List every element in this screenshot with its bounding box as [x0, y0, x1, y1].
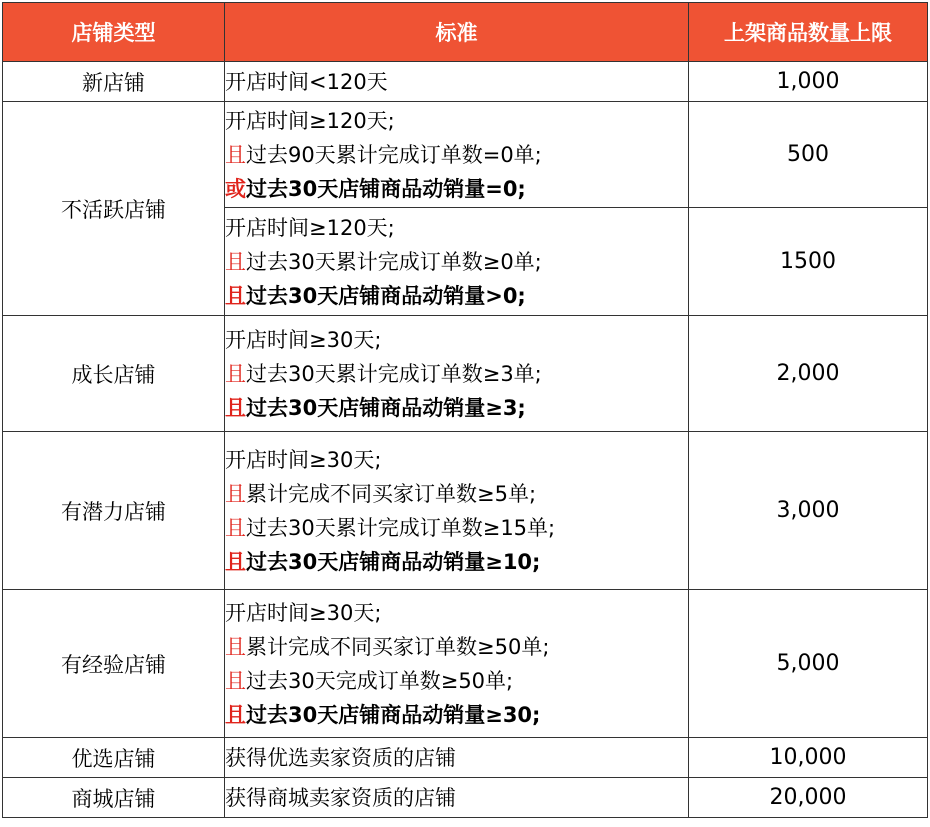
conjunction-label: 且 [225, 549, 246, 574]
criteria-text: 累计完成不同买家订单数≥50单; [246, 634, 550, 659]
criteria-line [225, 664, 688, 698]
criteria-text: 过去30天完成订单数≥50单; [246, 668, 514, 693]
conjunction-label: 且 [225, 481, 246, 506]
limit-cell: 1,000 [689, 62, 928, 102]
criteria-line [225, 391, 688, 425]
criteria-line: 获得商城卖家资质的店铺 [225, 785, 456, 810]
limit-cell: 10,000 [689, 738, 928, 778]
criteria-text: 过去30天店铺商品动销量≥3; [246, 395, 526, 420]
conjunction-label: 且 [225, 702, 246, 727]
conjunction-label: 且 [225, 283, 246, 308]
table-row [3, 778, 928, 818]
criteria-line: 开店时间≥30天; [225, 447, 382, 472]
limit-cell: 1500 [689, 208, 928, 316]
conjunction-label: 且 [225, 142, 246, 167]
criteria-cell [225, 432, 689, 590]
conjunction-label: 且 [225, 361, 246, 386]
criteria-line [225, 630, 688, 664]
criteria-text: 过去30天店铺商品动销量≥10; [246, 549, 541, 574]
criteria-line [225, 172, 688, 206]
criteria-line: 开店时间<120天 [225, 69, 388, 94]
limit-cell: 500 [689, 102, 928, 208]
store-type-cell: 新店铺 [3, 62, 225, 102]
store-type-cell: 不活跃店铺 [3, 102, 225, 316]
criteria-line: 开店时间≥30天; [225, 327, 382, 352]
criteria-text: 累计完成不同买家订单数≥5单; [246, 481, 537, 506]
conjunction-label: 且 [225, 634, 246, 659]
header-listing-limit: 上架商品数量上限 [689, 3, 928, 62]
table-row [3, 102, 928, 208]
store-type-table [2, 2, 928, 818]
criteria-line: 开店时间≥120天; [225, 215, 395, 240]
conjunction-label: 且 [225, 249, 246, 274]
criteria-text: 过去30天店铺商品动销量≥30; [246, 702, 541, 727]
criteria-text: 过去30天店铺商品动销量>0; [246, 283, 526, 308]
conjunction-label: 且 [225, 395, 246, 420]
store-type-cell: 商城店铺 [3, 778, 225, 818]
store-type-cell: 有潜力店铺 [3, 432, 225, 590]
criteria-cell [225, 208, 689, 316]
criteria-line [225, 279, 688, 313]
criteria-line: 开店时间≥120天; [225, 108, 395, 133]
limit-cell: 20,000 [689, 778, 928, 818]
criteria-text: 过去30天店铺商品动销量=0; [246, 176, 526, 201]
limit-cell: 2,000 [689, 316, 928, 432]
criteria-cell [225, 62, 689, 102]
criteria-cell [225, 316, 689, 432]
conjunction-label: 且 [225, 515, 246, 540]
table-row [3, 62, 928, 102]
criteria-line [225, 245, 688, 279]
table-row [3, 432, 928, 590]
criteria-cell [225, 738, 689, 778]
criteria-text: 过去30天累计完成订单数≥15单; [246, 515, 556, 540]
criteria-line [225, 545, 688, 579]
criteria-line [225, 357, 688, 391]
criteria-line: 开店时间≥30天; [225, 600, 382, 625]
table-row [3, 590, 928, 738]
store-type-cell: 优选店铺 [3, 738, 225, 778]
table-row [3, 738, 928, 778]
criteria-line [225, 698, 688, 732]
criteria-line [225, 477, 688, 511]
header-criteria: 标准 [225, 3, 689, 62]
limit-cell: 5,000 [689, 590, 928, 738]
table-row [3, 316, 928, 432]
conjunction-label: 且 [225, 668, 246, 693]
criteria-text: 过去30天累计完成订单数≥3单; [246, 361, 542, 386]
store-type-cell: 成长店铺 [3, 316, 225, 432]
limit-cell: 3,000 [689, 432, 928, 590]
criteria-line [225, 138, 688, 172]
criteria-cell [225, 778, 689, 818]
criteria-text: 过去90天累计完成订单数=0单; [246, 142, 542, 167]
criteria-cell [225, 590, 689, 738]
header-store-type: 店铺类型 [3, 3, 225, 62]
criteria-text: 过去30天累计完成订单数≥0单; [246, 249, 542, 274]
header-row [3, 3, 928, 62]
criteria-line [225, 511, 688, 545]
criteria-cell [225, 102, 689, 208]
conjunction-label: 或 [225, 176, 246, 201]
store-type-cell: 有经验店铺 [3, 590, 225, 738]
criteria-line: 获得优选卖家资质的店铺 [225, 745, 456, 770]
